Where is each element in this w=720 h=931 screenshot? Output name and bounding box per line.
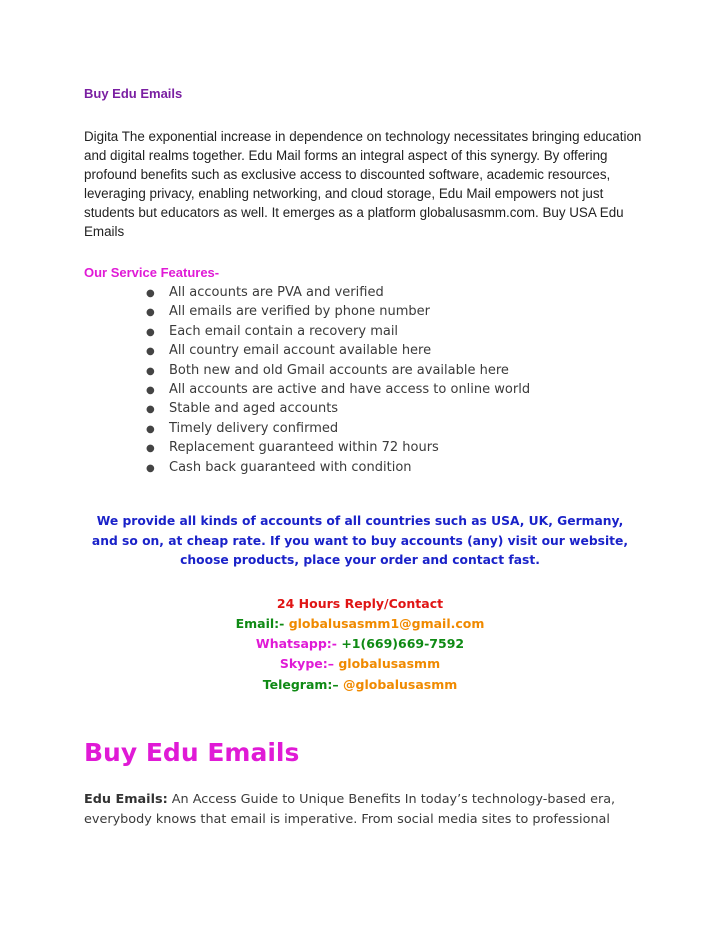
features-list xyxy=(146,283,530,477)
list-item xyxy=(146,380,530,399)
list-item xyxy=(146,283,530,302)
list-item xyxy=(146,399,530,418)
feature-text: Cash back guaranteed with condition xyxy=(169,459,412,475)
list-item xyxy=(146,438,530,457)
feature-text: All accounts are PVA and verified xyxy=(169,285,384,300)
feature-text: All emails are verified by phone number xyxy=(169,304,431,320)
bullet-icon: ● xyxy=(146,326,155,338)
list-item xyxy=(146,361,530,380)
feature-text: All country email account available here xyxy=(169,343,432,359)
skype-value[interactable]: globalusasmm xyxy=(338,656,441,671)
bullet-icon: ● xyxy=(146,423,155,435)
whatsapp-value[interactable]: +1(669)669-7592 xyxy=(341,636,465,651)
contact-skype xyxy=(0,656,720,671)
paragraph-lead: Edu Emails: xyxy=(84,792,168,807)
contact-email xyxy=(0,616,720,631)
telegram-value[interactable]: @globalusasmm xyxy=(343,677,458,692)
bullet-icon: ● xyxy=(146,462,155,474)
feature-text: Stable and aged accounts xyxy=(169,401,339,417)
list-item xyxy=(146,341,530,360)
list-item xyxy=(146,302,530,321)
paragraph-text: An Access Guide to Unique Benefits In today’s technology-based era, everybody knows that email is imperative. From social media sites to professional xyxy=(84,792,616,827)
section-heading: Buy Edu Emails xyxy=(84,738,300,767)
feature-text: Both new and old Gmail accounts are available here xyxy=(169,362,509,378)
bullet-icon: ● xyxy=(146,288,155,299)
feature-text: Replacement guaranteed within 72 hours xyxy=(169,440,439,456)
bullet-icon: ● xyxy=(146,443,155,455)
bullet-icon: ● xyxy=(146,404,155,416)
feature-text: All accounts are active and have access to online world xyxy=(169,381,531,397)
feature-text: Timely delivery confirmed xyxy=(169,420,339,436)
bullet-icon: ● xyxy=(146,384,155,396)
bullet-icon: ● xyxy=(146,346,155,358)
promo-text: We provide all kinds of accounts of all countries such as USA, UK, Germany, and so on, at cheap rate. If you want to buy accounts (any) visit our website, choose products, place your order and contact fast. xyxy=(91,514,629,568)
body-paragraph xyxy=(84,790,624,830)
telegram-label: Telegram:– xyxy=(262,677,339,692)
intro-paragraph: Digita The exponential increase in dependence on technology necessitates bringing education and digital realms together. Edu Mail forms an integral aspect of this synergy. By offering profound benefits such as exclusive access to discounted software, academic resources, leveraging privacy, enabling networking, and cloud storage, Edu Mail empowers not just students but educators as well. It emerges as a platform globalusasmm.com. Buy USA Edu Emails xyxy=(84,129,642,239)
feature-text: Each email contain a recovery mail xyxy=(169,323,399,339)
email-value[interactable]: globalusasmm1@gmail.com xyxy=(288,616,485,631)
whatsapp-label: Whatsapp:- xyxy=(255,636,337,651)
contact-telegram xyxy=(0,677,720,692)
contact-reply: 24 Hours Reply/Contact xyxy=(276,596,444,611)
page-title: Buy Edu Emails xyxy=(84,86,183,101)
features-title: Our Service Features- xyxy=(84,265,220,280)
skype-label: Skype:– xyxy=(279,656,334,671)
bullet-icon: ● xyxy=(146,307,155,319)
list-item xyxy=(146,419,530,438)
email-label: Email:- xyxy=(235,616,285,631)
bullet-icon: ● xyxy=(146,365,155,377)
list-item xyxy=(146,458,530,477)
contact-whatsapp xyxy=(0,636,720,651)
list-item xyxy=(146,322,530,341)
